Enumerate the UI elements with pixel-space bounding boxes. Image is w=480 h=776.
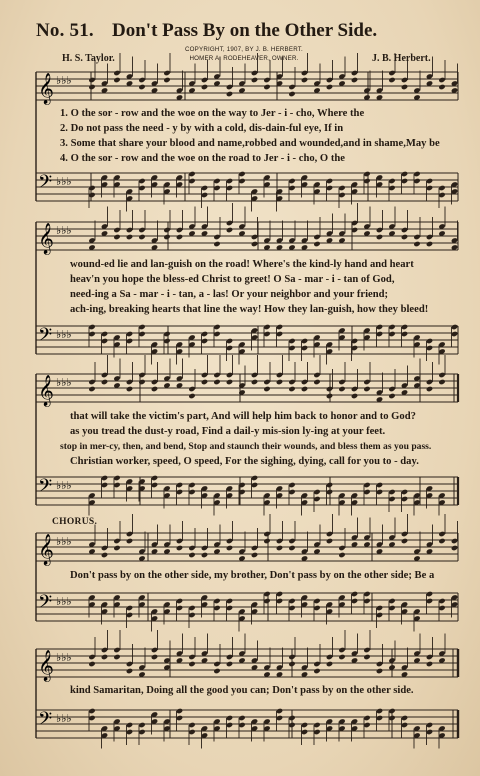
note-head <box>226 379 233 385</box>
note-head <box>126 668 133 674</box>
lyricist-credit: H. S. Taylor. <box>62 53 115 64</box>
note-head <box>313 668 320 674</box>
note-head <box>438 379 445 385</box>
lyric-line: that will take the victim's part, And will help him back to honor and to God? <box>70 411 416 422</box>
flat-icon: ♭♭♭ <box>56 479 72 492</box>
lyric-line: Christian worker, speed, O speed, For the sighing, dying, call for you to - day. <box>70 456 419 467</box>
note-head <box>251 241 258 247</box>
note-head <box>151 654 158 660</box>
note-head <box>226 91 233 97</box>
staff-system-3 <box>36 374 458 505</box>
note-head <box>226 227 233 233</box>
lyric-line: ach-ing, breaking hearts that line the way! How they lan-guish, how they bleed! <box>70 304 429 315</box>
bass-clef-icon: 𝄢 <box>38 325 53 350</box>
flat-icon: ♭♭♭ <box>56 595 72 608</box>
note-head <box>288 661 295 667</box>
chorus-lyric-line: kind Samaritan, Doing all the good you can; Don't pass by on the other side. <box>70 685 414 696</box>
note-head <box>276 379 283 385</box>
note-head <box>401 234 408 240</box>
note-head <box>101 379 108 385</box>
note-head <box>113 77 120 83</box>
note-head <box>288 545 295 551</box>
hymn-title: Don't Pass By on the Other Side. <box>112 20 378 41</box>
note-head <box>188 552 195 558</box>
note-head <box>138 379 145 385</box>
composer-credit: J. B. Herbert. <box>372 53 431 64</box>
note-head <box>426 661 433 667</box>
hymn-number: No. 51. <box>36 20 94 41</box>
treble-staff-1 <box>36 72 458 100</box>
note-head <box>201 552 208 558</box>
bass-clef-icon: 𝄢 <box>38 172 53 197</box>
note-head <box>251 379 258 385</box>
note-head <box>426 241 433 247</box>
treble-clef-icon: 𝄞 <box>38 650 54 681</box>
note-head <box>263 386 270 392</box>
note-head <box>426 386 433 392</box>
lyric-line: as you tread the dust-y road, Find a dail-y mis-sion ly-ing at your feet. <box>70 426 386 437</box>
flat-icon: ♭♭♭ <box>56 651 72 664</box>
note-head <box>376 668 383 674</box>
note-head <box>251 77 258 83</box>
note-head <box>401 538 408 544</box>
note-head <box>201 379 208 385</box>
note-head <box>363 654 370 660</box>
note-head <box>126 234 133 240</box>
note-head <box>401 84 408 90</box>
note-head <box>138 234 145 240</box>
note-head <box>326 538 333 544</box>
flat-icon: ♭♭♭ <box>56 328 72 341</box>
note-head <box>201 84 208 90</box>
chorus-lyric-line: Don't pass by on the other side, my brother, Don't pass by on the other side; Be a <box>70 570 435 581</box>
note-head <box>126 538 133 544</box>
note-head <box>113 234 120 240</box>
note-head <box>326 84 333 90</box>
note-head <box>163 234 170 240</box>
note-head <box>313 379 320 385</box>
note-head <box>101 552 108 558</box>
note-head <box>338 552 345 558</box>
treble-clef-icon: 𝄞 <box>38 534 54 565</box>
note-head <box>88 661 95 667</box>
note-head <box>288 386 295 392</box>
lyric-line: 3. Some that share your blood and name,robbed and wounded,and in shame,May be <box>60 138 440 149</box>
bass-clef-icon: 𝄢 <box>38 476 53 501</box>
lyric-line: stop in mer-cy, then, and bend, Stop and staunch their wounds, and bless them as you pass. <box>60 441 432 452</box>
note-head <box>126 386 133 392</box>
note-head <box>188 393 195 399</box>
bass-clef-icon: 𝄢 <box>38 592 53 617</box>
note-head <box>101 654 108 660</box>
flat-icon: ♭♭♭ <box>56 175 72 188</box>
note-head <box>163 77 170 83</box>
note-head <box>176 545 183 551</box>
note-head <box>326 661 333 667</box>
note-head <box>438 84 445 90</box>
note-head <box>263 84 270 90</box>
note-head <box>138 84 145 90</box>
lyric-line: 4. O the sor - row and the woe on the road to Jer - i - cho, O the <box>60 153 345 164</box>
flat-icon: ♭♭♭ <box>56 535 72 548</box>
chorus-label: CHORUS. <box>52 517 98 527</box>
note-head <box>376 234 383 240</box>
note-head <box>188 661 195 667</box>
copyright-line-2: HOMER A. RODEHEAVER, OWNER. <box>189 55 299 62</box>
flat-icon: ♭♭♭ <box>56 224 72 237</box>
copyright-line-1: COPYRIGHT, 1907, BY J. B. HERBERT. <box>185 46 303 53</box>
treble-clef-icon: 𝄞 <box>38 375 54 406</box>
note-head <box>88 386 95 392</box>
note-head <box>301 386 308 392</box>
note-head <box>213 241 220 247</box>
note-head <box>213 379 220 385</box>
flat-icon: ♭♭♭ <box>56 712 72 725</box>
flat-icon: ♭♭♭ <box>56 376 72 389</box>
treble-clef-icon: 𝄞 <box>38 73 54 104</box>
lyric-line: 1. O the sor - row and the woe on the way to Jer - i - cho, Where the <box>60 108 365 119</box>
lyric-line: heav'n you hope the bless-ed Christ to greet! O Sa - mar - i - tan of God, <box>70 274 395 285</box>
note-head <box>326 393 333 399</box>
note-head <box>451 545 458 551</box>
note-head <box>338 654 345 660</box>
note-head <box>226 545 233 551</box>
note-head <box>226 661 233 667</box>
note-head <box>388 393 395 399</box>
note-head <box>351 393 358 399</box>
note-head <box>351 77 358 83</box>
treble-clef-icon: 𝄞 <box>38 223 54 254</box>
flat-icon: ♭♭♭ <box>56 74 72 87</box>
note-head <box>263 538 270 544</box>
note-head <box>88 84 95 90</box>
bass-clef-icon: 𝄢 <box>38 709 53 734</box>
note-head <box>388 77 395 83</box>
note-head <box>113 654 120 660</box>
note-head <box>113 545 120 551</box>
note-head <box>363 386 370 392</box>
note-head <box>413 241 420 247</box>
note-head <box>438 538 445 544</box>
lyric-line: 2. Do not pass the need - y by with a cold, dis-dain-ful eye, If in <box>60 123 344 134</box>
staff-system-1 <box>36 72 458 201</box>
note-head <box>251 552 258 558</box>
note-head <box>338 386 345 392</box>
note-head <box>301 77 308 83</box>
note-head <box>151 386 158 392</box>
note-head <box>276 545 283 551</box>
note-head <box>213 668 220 674</box>
note-head <box>288 91 295 97</box>
note-head <box>176 234 183 240</box>
note-head <box>313 241 320 247</box>
lyric-line: wound-ed lie and lan-guish on the road! Where's the kind-ly hand and heart <box>70 259 414 270</box>
lyric-line: need-ing a Sa - mar - i - tan, a - las! Or your neighbor and your friend; <box>70 289 389 300</box>
